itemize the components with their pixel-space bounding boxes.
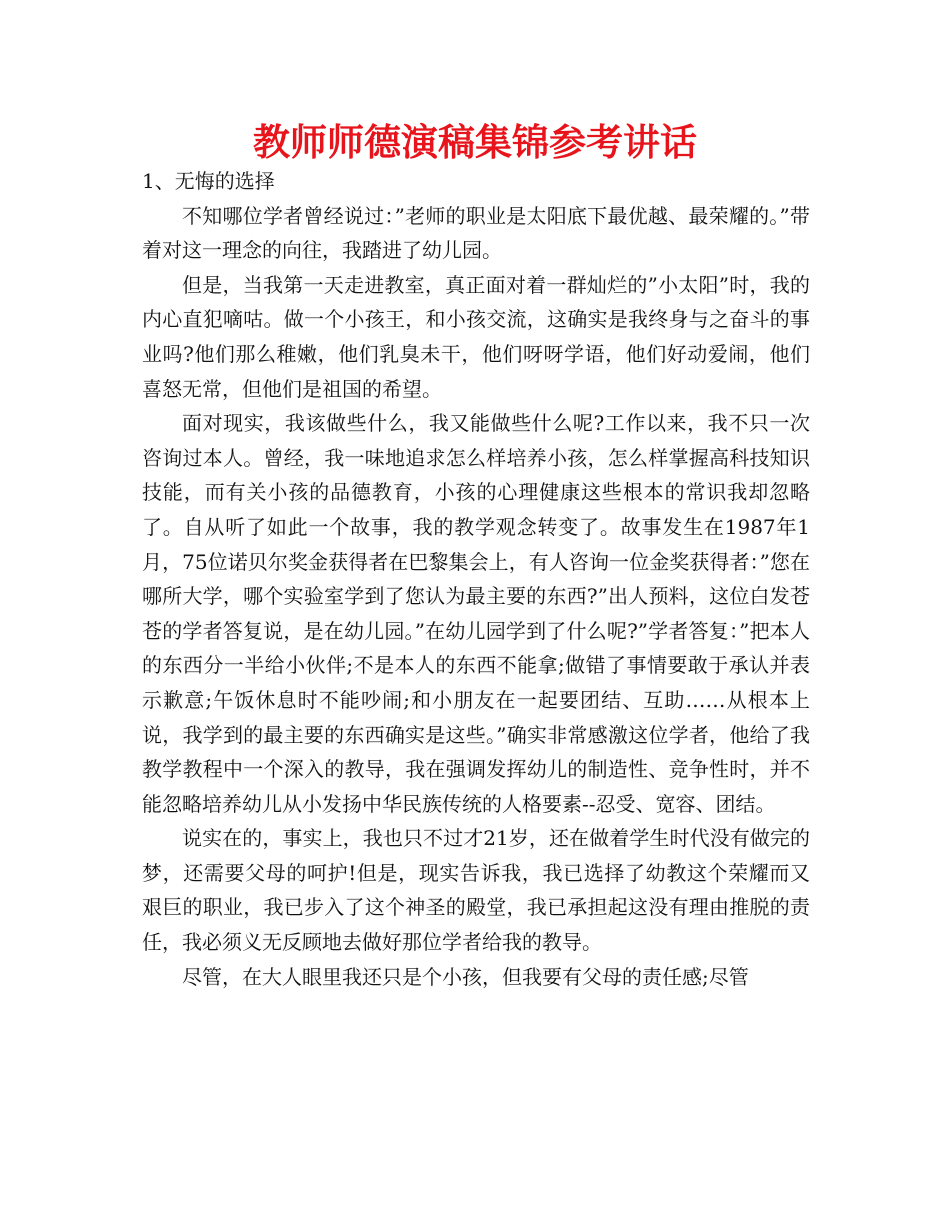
- document-body: [142, 164, 810, 994]
- paragraph: 面对现实，我该做些什么，我又能做些什么呢?工作以来，我不只一次咨询过本人。曾经，我一味地追求怎么样培养小孩，怎么样掌握高科技知识技能，而有关小孩的品德教育，小孩的心理健康这些根本的常识我却忽略了。自从听了如此一个故事，我的教学观念转变了。故事发生在1987年1月，75位诺贝尔奖金获得者在巴黎集会上，有人咨询一位金奖获得者：”您在哪所大学，哪个实验室学到了您认为最主要的东西?”出人预料，这位白发苍苍的学者答复说，是在幼儿园。”在幼儿园学到了什么呢?”学者答复：”把本人的东西分一半给小伙伴;不是本人的东西不能拿;做错了事情要敢于承认并表示歉意;午饭休息时不能吵闹;和小朋友在一起要团结、互助……从根本上说，我学到的最主要的东西确实是这些。”确实非常感激这位学者，他给了我教学教程中一个深入的教导，我在强调发挥幼儿的制造性、竞争性时，并不能忽略培养幼儿从小发扬中华民族传统的人格要素--忍受、宽容、团结。: [142, 411, 810, 816]
- section-heading: 1、无悔的选择: [142, 169, 275, 193]
- paragraph: 尽管，在大人眼里我还只是个小孩，但我要有父母的责任感;尽管: [182, 964, 749, 989]
- paragraph: 不知哪位学者曾经说过：”老师的职业是太阳底下最优越、最荣耀的。”带着对这一理念的向往，我踏进了幼儿园。: [142, 203, 810, 263]
- paragraph: 但是，当我第一天走进教室，真正面对着一群灿烂的”小太阳”时，我的内心直犯嘀咕。做一个小孩王，和小孩交流，这确实是我终身与之奋斗的事业吗?他们那么稚嫩，他们乳臭未干，他们呀呀学语，他们好动爱闹，他们喜怒无常，但他们是祖国的希望。: [142, 272, 810, 401]
- paragraph: 说实在的，事实上，我也只不过才21岁，还在做着学生时代没有做完的梦，还需要父母的呵护!但是，现实告诉我，我已选择了幼教这个荣耀而又艰巨的职业，我已步入了这个神圣的殿堂，我已承担起这没有理由推脱的责任，我必须义无反顾地去做好那位学者给我的教导。: [142, 826, 810, 955]
- document-title: 教师师德演稿集锦参考讲话: [253, 121, 697, 164]
